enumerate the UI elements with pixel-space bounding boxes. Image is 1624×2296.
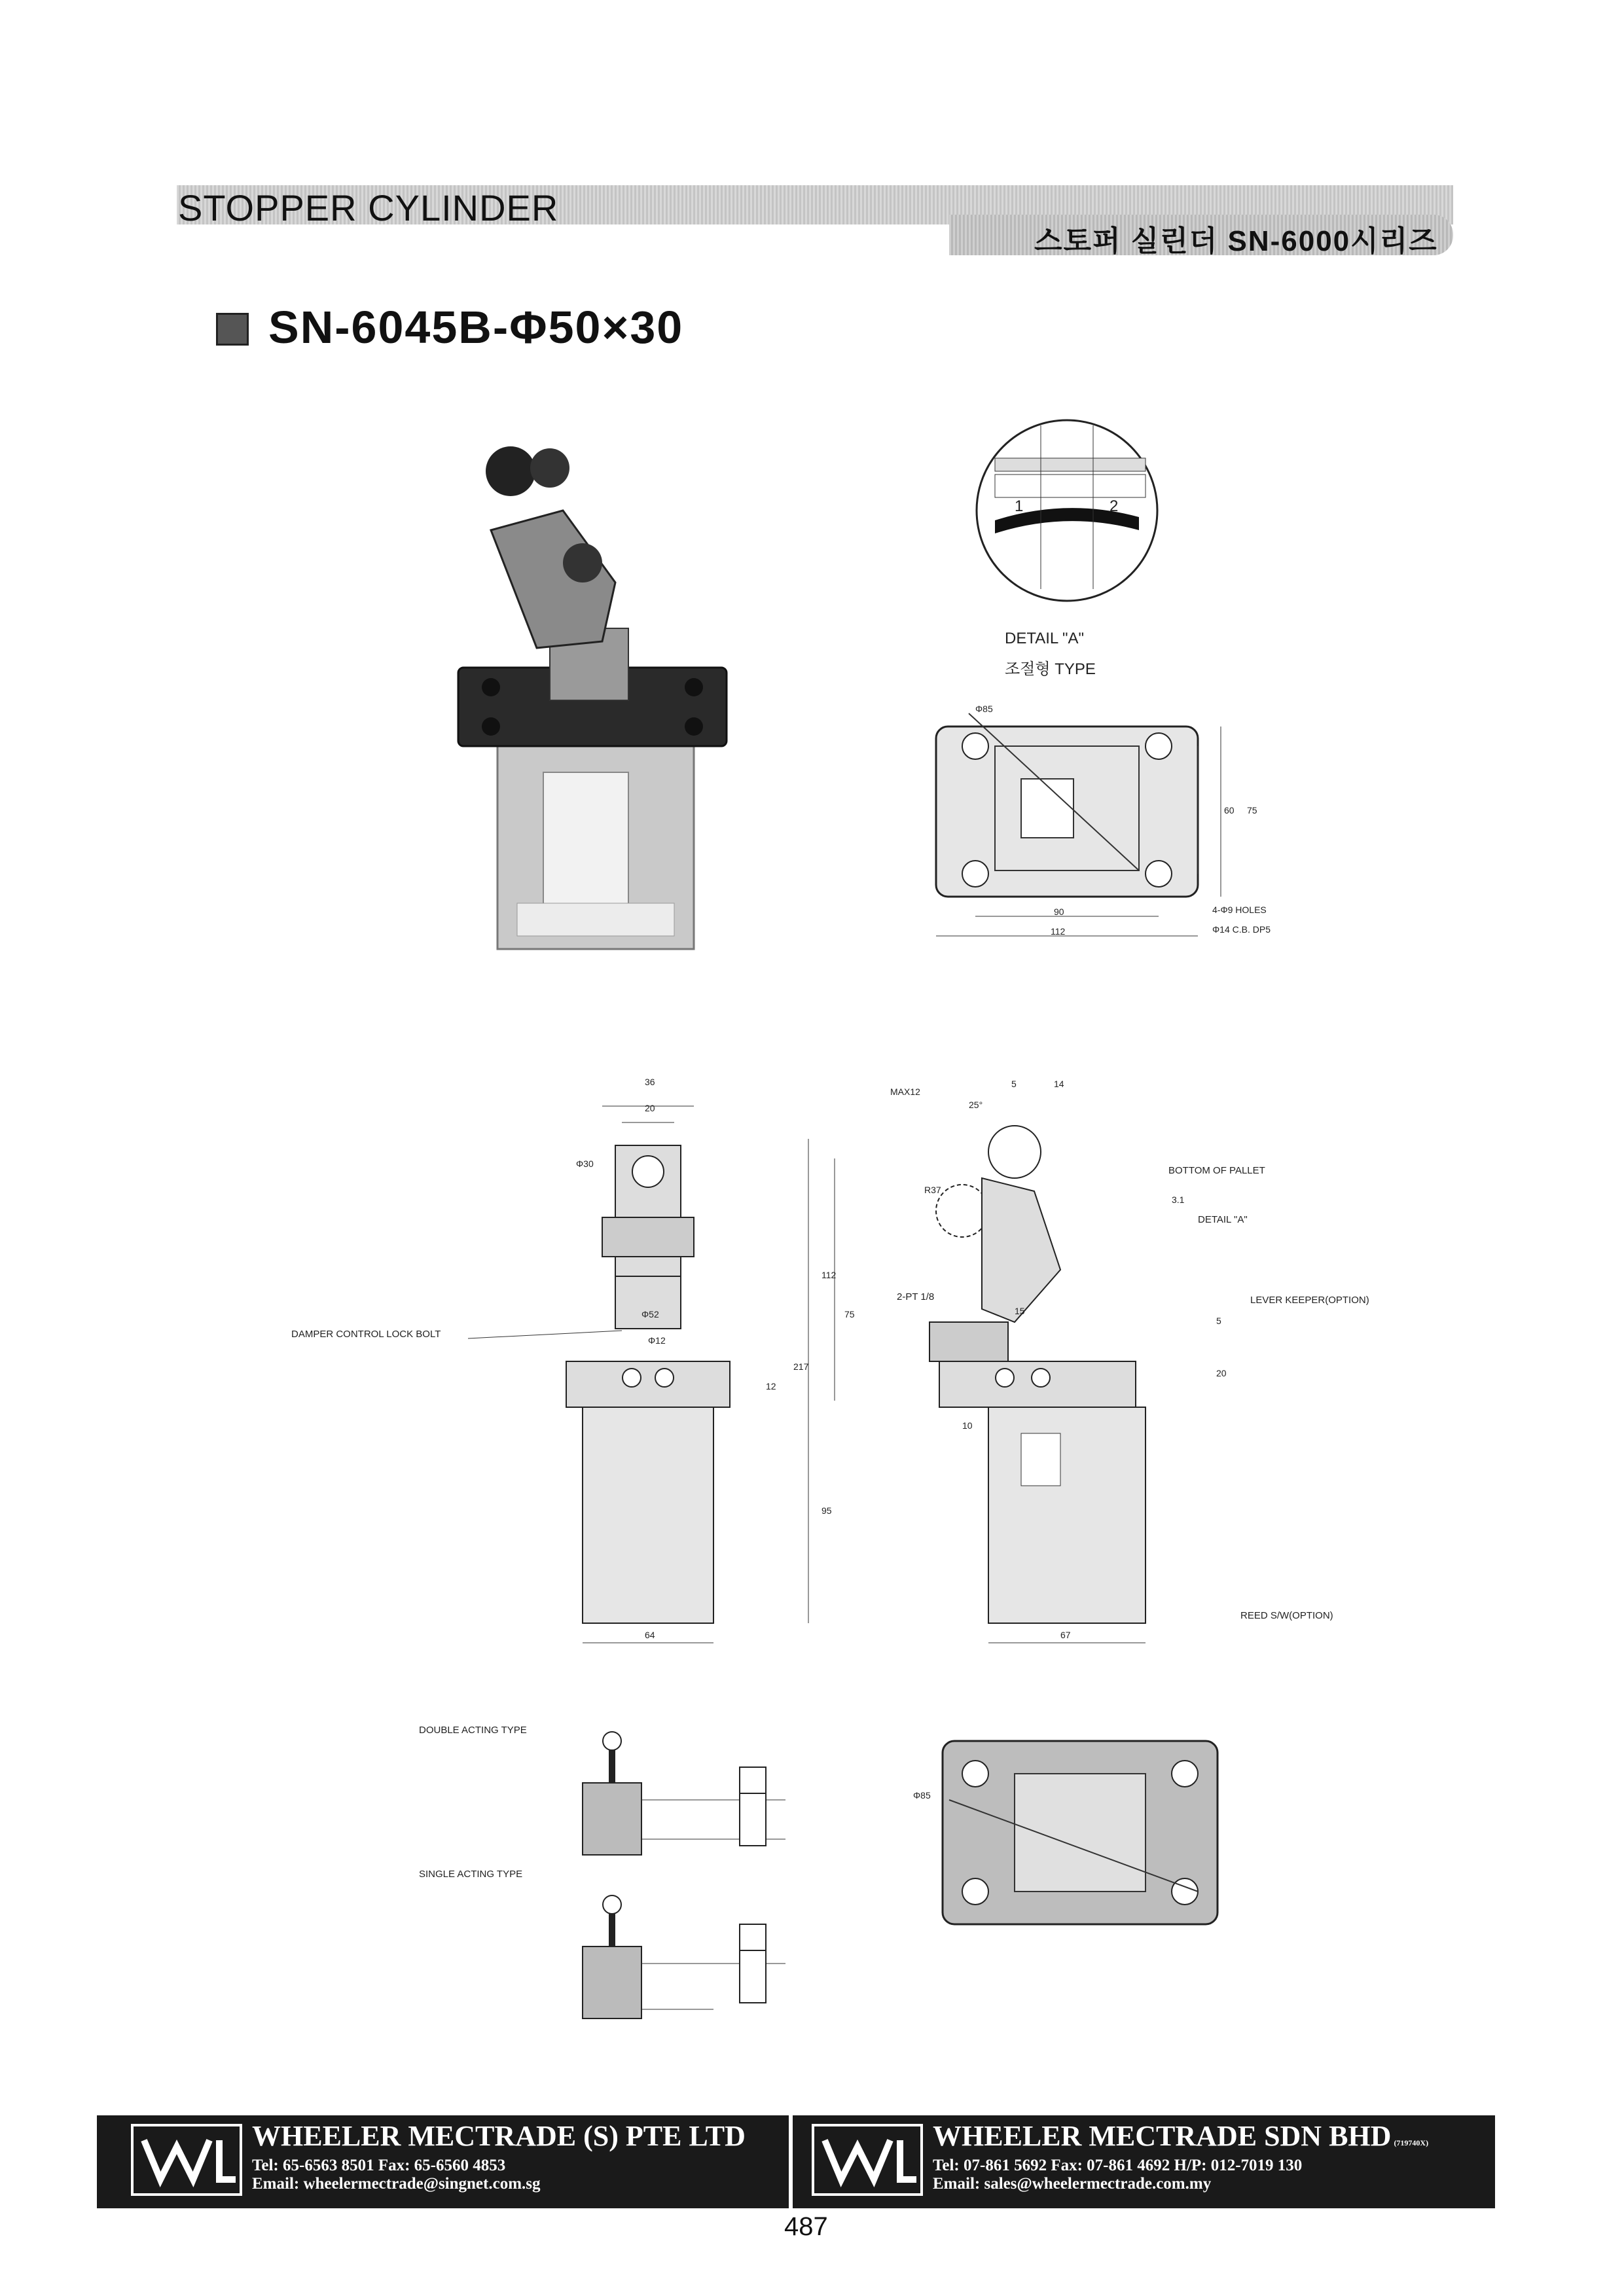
detail-a-label: DETAIL "A" bbox=[1005, 630, 1085, 647]
bullet-square-icon bbox=[216, 313, 249, 346]
top-dim-60: 60 bbox=[1224, 805, 1235, 816]
pt-label: 2-PT 1/8 bbox=[897, 1291, 935, 1302]
side-dim-112: 112 bbox=[821, 1270, 837, 1280]
front-dim-12: 12 bbox=[766, 1381, 776, 1391]
side-dim-95: 95 bbox=[821, 1505, 832, 1516]
side-dim-15: 15 bbox=[1015, 1306, 1025, 1316]
side-dim-14: 14 bbox=[1054, 1079, 1064, 1089]
pneumatic-single-drawing bbox=[517, 1892, 825, 2022]
side-dim-5b: 5 bbox=[1216, 1316, 1221, 1326]
side-dim-217: 217 bbox=[793, 1361, 809, 1372]
wm-logo-icon bbox=[131, 2124, 242, 2196]
wm-logo-icon-2 bbox=[812, 2124, 923, 2196]
top-dim-90: 90 bbox=[1054, 906, 1064, 917]
side-dim-10: 10 bbox=[962, 1420, 973, 1431]
lever-keeper-label: LEVER KEEPER(OPTION) bbox=[1250, 1295, 1369, 1306]
top-diameter: Φ85 bbox=[975, 704, 993, 714]
side-dim-5: 5 bbox=[1011, 1079, 1017, 1089]
footer-right-email: Email: sales@wheelermectrade.com.my bbox=[933, 2175, 1212, 2193]
side-detail-label: DETAIL "A" bbox=[1198, 1214, 1248, 1225]
front-dim-20: 20 bbox=[645, 1103, 655, 1113]
pneumatic-double-drawing bbox=[517, 1728, 825, 1859]
side-dim-75: 75 bbox=[844, 1309, 855, 1319]
front-dim-64: 64 bbox=[645, 1630, 655, 1640]
footer-left-contact: Tel: 65-6563 8501 Fax: 65-6560 4853 bbox=[252, 2157, 506, 2174]
front-dim-30: Φ30 bbox=[576, 1158, 594, 1169]
footer-right-name: WHEELER MECTRADE SDN BHD bbox=[933, 2120, 1392, 2152]
footer-right-reg: (719740X) bbox=[1394, 2138, 1429, 2147]
front-view-drawing bbox=[563, 1086, 772, 1662]
damper-leader bbox=[468, 1329, 625, 1348]
top-holes-label: 4-Φ9 HOLES bbox=[1212, 905, 1267, 915]
footer-left-name: WHEELER MECTRADE (S) PTE LTD bbox=[252, 2120, 746, 2152]
bottom-diameter: Φ85 bbox=[913, 1790, 931, 1801]
side-r37: R37 bbox=[924, 1185, 941, 1195]
single-acting-label: SINGLE ACTING TYPE bbox=[419, 1869, 523, 1880]
page-number: 487 bbox=[784, 2212, 828, 2241]
double-acting-label: DOUBLE ACTING TYPE bbox=[419, 1725, 527, 1736]
side-angle: 25° bbox=[969, 1100, 983, 1110]
top-view-drawing bbox=[923, 707, 1263, 956]
front-dim-52: Φ52 bbox=[641, 1309, 659, 1319]
side-dim-20: 20 bbox=[1216, 1368, 1227, 1378]
bottom-view-drawing bbox=[936, 1734, 1224, 1931]
model-name: SN-6045B-Φ50×30 bbox=[268, 302, 684, 353]
detail-mark-1: 1 bbox=[1015, 497, 1024, 515]
side-dim-31: 3.1 bbox=[1172, 1194, 1185, 1205]
detail-a-drawing bbox=[969, 412, 1165, 609]
damper-label: DAMPER CONTROL LOCK BOLT bbox=[291, 1329, 441, 1340]
pallet-label: BOTTOM OF PALLET bbox=[1168, 1165, 1265, 1176]
detail-type-label: 조절형 TYPE bbox=[1005, 660, 1096, 678]
top-dim-112: 112 bbox=[1051, 926, 1066, 937]
footer-right-contact: Tel: 07-861 5692 Fax: 07-861 4692 H/P: 012-7019 130 bbox=[933, 2157, 1303, 2174]
product-photo bbox=[419, 432, 772, 956]
top-cb-label: Φ14 C.B. DP5 bbox=[1212, 924, 1271, 935]
detail-mark-2: 2 bbox=[1110, 497, 1119, 515]
front-dim-12a: Φ12 bbox=[648, 1335, 666, 1346]
footer-divider bbox=[789, 2115, 793, 2208]
side-max12: MAX12 bbox=[890, 1086, 920, 1097]
side-view-drawing bbox=[799, 1086, 1152, 1662]
reed-switch-label: REED S/W(OPTION) bbox=[1240, 1610, 1333, 1621]
front-dim-36: 36 bbox=[645, 1077, 655, 1087]
footer-left-email: Email: wheelermectrade@singnet.com.sg bbox=[252, 2175, 541, 2193]
korean-series-title: 스토퍼 실린더 SN-6000시리즈 bbox=[1034, 225, 1438, 257]
side-dim-67: 67 bbox=[1060, 1630, 1071, 1640]
footer-right bbox=[933, 2115, 1483, 2208]
top-dim-75: 75 bbox=[1247, 805, 1257, 816]
page-title: STOPPER CYLINDER bbox=[178, 187, 559, 228]
footer-left bbox=[252, 2115, 776, 2208]
